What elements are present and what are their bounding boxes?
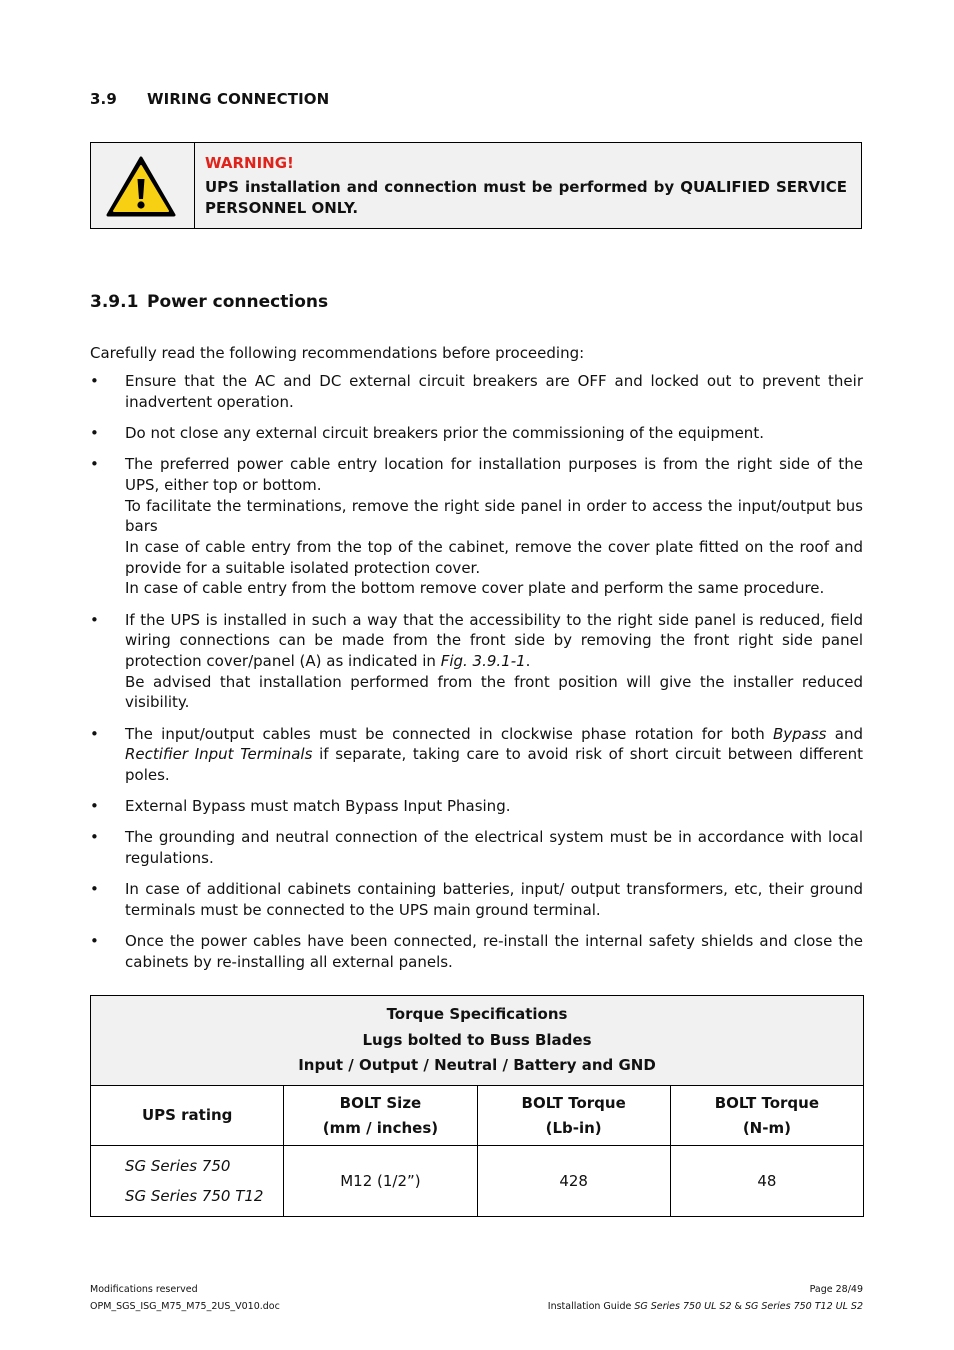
text-run: SG Series 750 T12 UL S2 xyxy=(744,1301,863,1312)
bullet-icon: • xyxy=(90,797,99,816)
bullet-icon: • xyxy=(90,828,99,847)
column-header-unit: (mm / inches) xyxy=(322,1118,439,1137)
table-subtitle: Lugs bolted to Buss Blades xyxy=(362,1030,592,1049)
table-cell: 428 xyxy=(477,1146,670,1217)
list-item xyxy=(90,827,863,868)
list-item-text: Do not close any external circuit breakers prior the commissioning of the equipment. xyxy=(125,423,764,442)
list-item-text xyxy=(125,724,863,786)
footer-modifications: Modifications reserved xyxy=(90,1284,198,1295)
table-cell xyxy=(91,1146,284,1217)
column-header xyxy=(284,1086,477,1146)
bullet-icon: • xyxy=(90,880,99,899)
column-header-label: BOLT Torque xyxy=(521,1093,626,1112)
column-header xyxy=(477,1086,670,1146)
list-item-text: The preferred power cable entry location for installation purposes is from the right side of the UPS, either top or bottom. xyxy=(125,455,863,494)
list-item xyxy=(90,931,863,972)
subsection-heading xyxy=(90,292,328,312)
column-header-label: BOLT Size xyxy=(339,1093,422,1112)
subsection-number: 3.9.1 xyxy=(90,292,139,312)
text-run: . xyxy=(525,651,531,670)
column-header-label: BOLT Torque xyxy=(714,1093,819,1112)
list-item-text: In case of cable entry from the bottom remove cover plate and perform the same procedure. xyxy=(125,579,825,598)
table-title-cell xyxy=(91,996,864,1086)
term-bypass: Bypass xyxy=(772,724,827,743)
ups-model: SG Series 750 xyxy=(125,1157,231,1175)
section-heading xyxy=(90,90,329,108)
list-item xyxy=(90,879,863,920)
bullet-icon: • xyxy=(90,455,99,474)
table-title: Torque Specifications xyxy=(386,1005,568,1024)
column-header xyxy=(670,1086,863,1146)
ups-model: SG Series 750 T12 xyxy=(125,1187,264,1205)
section-title: WIRING CONNECTION xyxy=(147,90,330,108)
footer-guide-title xyxy=(548,1301,863,1312)
list-item-text: External Bypass must match Bypass Input Phasing. xyxy=(125,797,511,816)
list-item-text: In case of cable entry from the top of the cabinet, remove the cover plate fitted on the roof and provide for a suitable isolated protection cover. xyxy=(125,537,863,577)
footer-filename: OPM_SGS_ISG_M75_M75_2US_V010.doc xyxy=(90,1301,280,1312)
warning-icon-cell xyxy=(91,143,195,228)
bullet-icon: • xyxy=(90,724,99,743)
column-header-unit: (Lb-in) xyxy=(545,1118,602,1137)
column-header xyxy=(91,1086,284,1146)
text-run: if separate, taking care to avoid risk of short circuit between different poles. xyxy=(125,745,864,784)
page-number: Page 28/49 xyxy=(809,1284,863,1295)
list-item-text: The grounding and neutral connection of the electrical system must be in accordance with local regulations. xyxy=(125,828,863,868)
subsection-title: Power connections xyxy=(147,292,329,312)
table-cell: 48 xyxy=(670,1146,863,1217)
text-run: If the UPS is installed in such a way that the accessibility to the right side panel is reduced, field wiring connections can be made from the front side by removing the front right side panel protection cover/panel (A) as indicated in xyxy=(125,610,863,670)
list-item-text: Ensure that the AC and DC external circuit breakers are OFF and locked out to prevent their inadvertent operation. xyxy=(125,372,863,411)
warning-body: UPS installation and connection must be performed by QUALIFIED SERVICE PERSONNEL ONLY. xyxy=(205,178,847,217)
column-header-label: UPS rating xyxy=(141,1106,233,1124)
text-run: SG Series 750 UL S2 xyxy=(634,1301,732,1312)
list-item xyxy=(90,796,863,817)
torque-spec-table xyxy=(90,995,864,1217)
list-item-text xyxy=(125,610,863,672)
warning-title: WARNING! xyxy=(205,154,294,172)
recommendations-list xyxy=(90,371,863,983)
bullet-icon: • xyxy=(90,423,99,442)
bullet-icon: • xyxy=(90,932,99,951)
warning-triangle-icon xyxy=(105,155,177,219)
text-run: Installation Guide xyxy=(547,1301,635,1312)
text-run: The input/output cables must be connected in clockwise phase rotation for both xyxy=(125,724,773,743)
table-cell: M12 (1/2”) xyxy=(284,1146,477,1217)
bullet-icon: • xyxy=(90,610,99,629)
list-item xyxy=(90,454,863,599)
list-item-text: Once the power cables have been connected, re-install the internal safety shields and close the cabinets by re-installing all external panels. xyxy=(125,932,863,971)
intro-text: Carefully read the following recommendations before proceeding: xyxy=(90,344,585,362)
list-item xyxy=(90,724,863,786)
table-subtitle: Input / Output / Neutral / Battery and GND xyxy=(298,1056,656,1075)
text-run: & xyxy=(731,1301,745,1312)
warning-box xyxy=(90,142,862,229)
text-run: and xyxy=(826,724,863,743)
list-item-text: In case of additional cabinets containing batteries, input/ output transformers, etc, their ground terminals must be connected to the UPS main ground terminal. xyxy=(125,880,863,919)
column-header-unit: (N-m) xyxy=(742,1118,791,1137)
bullet-icon: • xyxy=(90,372,99,390)
list-item xyxy=(90,371,863,412)
term-rectifier-input: Rectifier Input Terminals xyxy=(125,745,313,764)
figure-reference: Fig. 3.9.1-1 xyxy=(440,651,526,670)
list-item xyxy=(90,610,863,714)
list-item-text: Be advised that installation performed from the front position will give the installer reduced visibility. xyxy=(125,672,863,712)
table-header-row xyxy=(91,1086,864,1146)
section-number: 3.9 xyxy=(90,90,117,108)
table-row xyxy=(91,1146,864,1217)
warning-text-cell xyxy=(205,153,847,219)
table-title-row xyxy=(91,996,864,1086)
list-item-text: To facilitate the terminations, remove the right side panel in order to access the input/output bus bars xyxy=(125,496,863,536)
list-item xyxy=(90,423,863,444)
